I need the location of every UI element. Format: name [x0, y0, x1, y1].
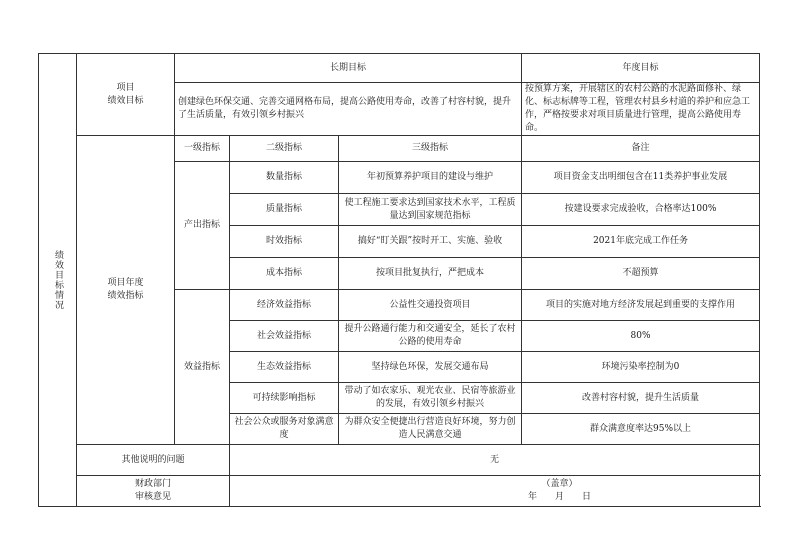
long-term-goal-text: 创建绿色环保交通、完善交通网格布局，提高公路使用寿命，改善了村容村貌，提升了生活质量，有效引领乡村振兴 [175, 83, 522, 136]
level2-cell: 社会效益指标 [230, 321, 339, 352]
level3-cell: 坚持绿色环保，发展交通布局 [339, 352, 522, 383]
annual-goal-header: 年度目标 [522, 54, 760, 83]
header-remark: 备注 [522, 136, 760, 162]
performance-goals-table [38, 53, 760, 507]
annual-indicators-label [77, 136, 175, 445]
project-goals-label-line1: 项目 [116, 82, 135, 93]
level2-cell: 时效指标 [230, 226, 339, 258]
level2-cell: 社会公众或服务对象满意度 [230, 414, 339, 445]
level2-cell: 质量指标 [230, 194, 339, 226]
level2-cell: 生态效益指标 [230, 352, 339, 383]
level3-cell: 公益性交通投资项目 [339, 290, 522, 321]
annual-indicators-label-line2: 绩效指标 [107, 291, 144, 301]
level2-cell: 经济效益指标 [230, 290, 339, 321]
level3-cell: 为群众安全便捷出行营造良好环境，努力创造人民满意交通 [339, 414, 522, 445]
finance-review-label-line2: 审核意见 [134, 492, 171, 502]
remark-cell: 按建设要求完成验收，合格率达100% [522, 194, 760, 226]
level1-benefit: 效益指标 [175, 290, 230, 445]
project-goals-label-line2: 绩效目标 [107, 95, 144, 106]
header-level3: 三级指标 [339, 136, 522, 162]
annual-indicators-label-line1: 项目年度 [107, 278, 144, 288]
remark-cell: 2021年底完成工作任务 [522, 226, 760, 258]
level3-cell: 搞好“盯关跟”按时开工、实施、验收 [339, 226, 522, 258]
remark-cell: 群众满意度率达95%以上 [522, 414, 760, 445]
finance-review-label [77, 476, 230, 507]
seal-text: （盖章） [541, 479, 578, 489]
remark-cell: 项目的实施对地方经济发展起到重要的支撑作用 [522, 290, 760, 321]
level1-output: 产出指标 [175, 162, 230, 290]
level2-cell: 数量指标 [230, 162, 339, 194]
remark-cell: 改善村容村貌，提升生活质量 [522, 383, 760, 414]
level3-cell: 带动了如农家乐、观光农业、民宿等旅游业的发展，有效引领乡村振兴 [339, 383, 522, 414]
annual-goal-text: 按预算方案，开展辖区的农村公路的水泥路面修补、绿化、标志标牌等工程，管理农村县乡村道的养护和应急工作，严格按要求对项目质量进行管理，提高公路使用寿命。 [522, 83, 760, 136]
other-issues-label: 其他说明的问题 [77, 445, 230, 476]
finance-review-label-line1: 财政部门 [134, 479, 171, 489]
level3-cell: 提升公路通行能力和交通安全，延长了农村公路的使用寿命 [339, 321, 522, 352]
date-text: 年 月 日 [528, 492, 592, 502]
header-level2: 二级指标 [230, 136, 339, 162]
remark-cell: 项目资金支出明细包含在11类养护事业发展 [522, 162, 760, 194]
remark-cell: 80% [522, 321, 760, 352]
level3-cell: 按项目批复执行，严把成本 [339, 258, 522, 290]
remark-cell: 环境污染率控制为0 [522, 352, 760, 383]
section-label-performance-goals: 绩效目标情况 [39, 54, 77, 507]
other-issues-value: 无 [230, 445, 760, 476]
level2-cell: 成本指标 [230, 258, 339, 290]
remark-cell: 不超预算 [522, 258, 760, 290]
project-goals-label [77, 54, 175, 136]
level2-cell: 可持续影响指标 [230, 383, 339, 414]
level3-cell: 年初预算养护项目的建设与维护 [339, 162, 522, 194]
header-level1: 一级指标 [175, 136, 230, 162]
long-term-goal-header: 长期目标 [175, 54, 522, 83]
level3-cell: 使工程施工要求达到国家技术水平，工程质量达到国家规范指标 [339, 194, 522, 226]
finance-review-signature [230, 476, 760, 507]
